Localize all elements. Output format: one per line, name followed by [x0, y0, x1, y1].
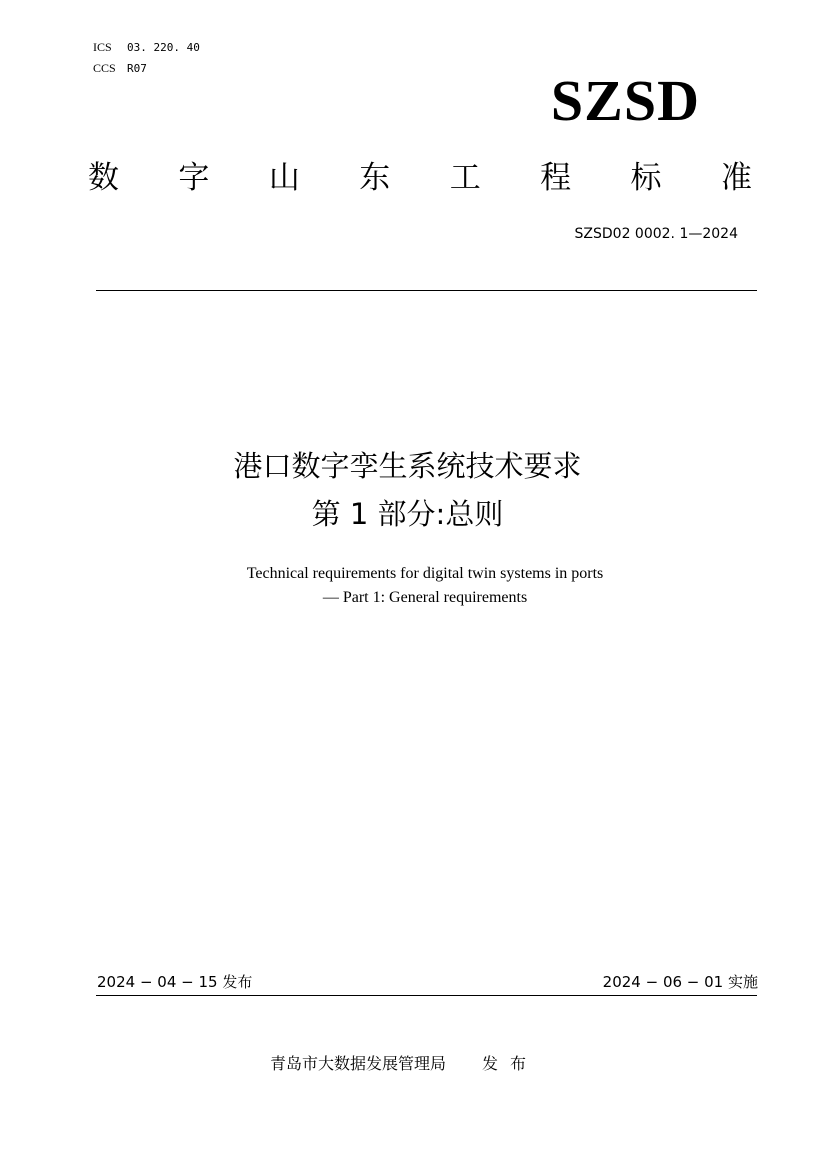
- standard-type-char: 山: [268, 160, 300, 196]
- standard-type-char: 标: [630, 160, 662, 196]
- implementation-date: 2024 − 06 − 01 实施: [602, 973, 758, 991]
- issuer: [270, 1052, 538, 1076]
- standard-type-char: 数: [88, 160, 119, 196]
- standard-logo: SZSD: [550, 68, 700, 133]
- ics-code: [93, 40, 200, 55]
- standard-type-char: 工: [449, 160, 481, 196]
- ccs-value: R07: [127, 62, 147, 75]
- ics-value: 03. 220. 40: [127, 41, 200, 54]
- standard-type-char: 东: [359, 160, 391, 196]
- standard-type-char: 准: [720, 160, 752, 196]
- issuer-name: 青岛市大数据发展管理局: [270, 1054, 447, 1073]
- issue-date: 2024 − 04 − 15 发布: [97, 973, 253, 991]
- ccs-code: [93, 61, 147, 76]
- standard-type-name: [88, 156, 752, 200]
- ics-label: ICS: [93, 40, 112, 54]
- ccs-label: CCS: [93, 61, 116, 75]
- standard-number: SZSD02 0002. 1—2024: [574, 226, 738, 242]
- standard-type-char: 字: [178, 160, 210, 196]
- header-divider: [96, 290, 757, 291]
- title-english-line2: — Part 1: General requirements: [322, 589, 528, 606]
- title-english-line1: Technical requirements for digital twin systems in ports: [246, 565, 604, 582]
- title-chinese-main: 港口数字孪生系统技术要求: [233, 449, 582, 483]
- issuer-action: 发布: [482, 1054, 539, 1073]
- title-chinese-part: 第 1 部分:总则: [311, 497, 504, 531]
- standard-type-char: 程: [540, 160, 572, 196]
- footer-divider: [96, 995, 757, 996]
